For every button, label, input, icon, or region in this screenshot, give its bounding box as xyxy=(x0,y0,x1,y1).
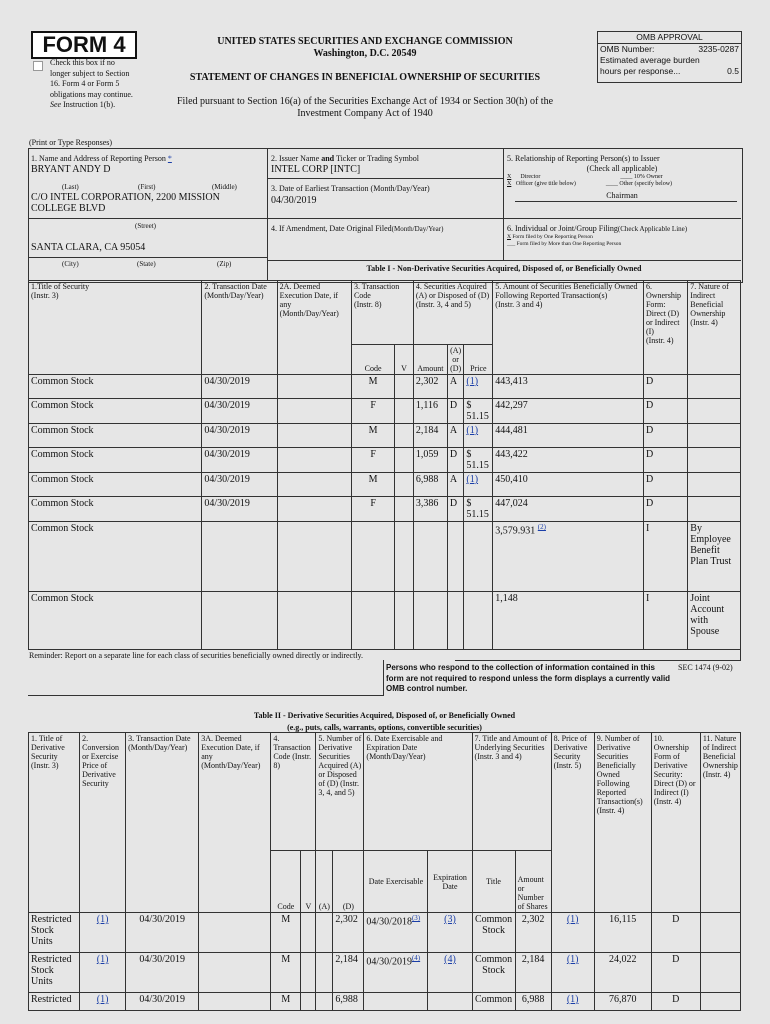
t1-cell-v xyxy=(395,592,414,650)
t2-cell-owned: 76,870 xyxy=(594,993,651,1011)
t1-cell-deemed xyxy=(277,497,351,522)
t2-cell-v xyxy=(301,953,316,993)
t1-cell-price xyxy=(464,522,493,592)
t2-cell-price xyxy=(551,913,594,953)
t2-h-date: 3. Transaction Date (Month/Day/Year) xyxy=(126,733,199,913)
t2-cell-v xyxy=(301,913,316,953)
t1-owned-footnote-link[interactable]: (2) xyxy=(537,523,546,531)
t1-cell-amount: 2,302 xyxy=(413,375,447,399)
t1-cell-date: 04/30/2019 xyxy=(202,473,277,497)
table2-derivative: 1. Title of Derivative Security (Instr. 3) 2. Conversion or Exercise Price of Derivative Security 3. Transaction Date (Month/Day/Year) 3A. Deemed Execution Date, if any (Month/Day/Year) 4. Transaction Code (Instr. 8) 5. Number of Derivative Securities Acquired (A) or Disposed of (D) (Instr. 3, 4, and 5) 6. Date Exercisable and Expiration Date (Month/Day/Year) 7. Title and Amount of Underlying Securities (Instr. 3 and 4) 8. Price of Derivative Security (Instr. 5) 9. Number of Derivative Securities Beneficially Owned Following Reported Transaction(s) (Instr. 4) 10. Ownership Form of Derivative Security: Direct (D) or Indirect (I) (Instr. 4) 11. Nature of Indirect Beneficial Ownership (Instr. 4) Code V (A) (D) Date Exercisable Expiration Date Title Amount or Number of Shares Restricted Stock Units (1) 04/30/2019 M 2,302 04/30/2018$^{(3)}$ (3) Common Stock 2,302 (1) 16,115 D Restricted Stock Units (1) 04/30/2019 M 2,184 04/30/2019$^{(4)}$ (4) Common Stock 2,184 (1) 24,022 D Restricted (1) 04/30/2019 M 6,988 Common 6,988 (1) 76,870 D xyxy=(28,732,741,1011)
t1-h-owned: 5. Amount of Securities Beneficially Owned Following Reported Transaction(s) (Instr. 3 and 4) xyxy=(493,281,644,375)
t1-cell-form: D xyxy=(643,448,687,473)
t2-cell-expiration-footnote-link[interactable]: (4) xyxy=(444,954,456,965)
table1-row xyxy=(29,592,741,650)
t1-cell-date: 04/30/2019 xyxy=(202,497,277,522)
t2-h-underlying: 7. Title and Amount of Underlying Securities (Instr. 3 and 4) xyxy=(472,733,551,851)
reporting-person-city-state: SANTA CLARA, CA 95054 xyxy=(31,242,146,253)
t1-cell-amount: 3,386 xyxy=(413,497,447,522)
t2-cell-d: 2,184 xyxy=(333,953,364,993)
t1-cell-code: M xyxy=(351,375,394,399)
t1-cell-form: D xyxy=(643,497,687,522)
t2-cell-v xyxy=(301,993,316,1011)
t1-cell-owned: 443,422 xyxy=(493,448,644,473)
t2-cell-owned: 16,115 xyxy=(594,913,651,953)
t2-exercisable-footnote-link[interactable]: (3) xyxy=(411,914,421,922)
t1-cell-owned: 450,410 xyxy=(493,473,644,497)
t1-cell-amount xyxy=(413,522,447,592)
t1-cell-code: F xyxy=(351,448,394,473)
t1-cell-code xyxy=(351,522,394,592)
t2-h-owned: 9. Number of Derivative Securities Beneficially Owned Following Reported Transaction(s) (Instr. 4) xyxy=(594,733,651,913)
form-title-box xyxy=(31,31,137,59)
t2-h-form: 10. Ownership Form of Derivative Security: Direct (D) or Indirect (I) (Instr. 4) xyxy=(651,733,700,913)
t1-cell-title: Common Stock xyxy=(29,424,202,448)
statement-title: STATEMENT OF CHANGES IN BENEFICIAL OWNERSHIP OF SECURITIES xyxy=(189,72,541,83)
earliest-date: 04/30/2019 xyxy=(271,195,317,206)
t1-cell-amount: 1,116 xyxy=(413,399,447,424)
t1-cell-v xyxy=(395,473,414,497)
t1-cell-owned: 3,579.931 $^{(2)}$ xyxy=(493,522,644,592)
t2-h-title: 1. Title of Derivative Security (Instr. 3) xyxy=(29,733,80,913)
t1-cell-price xyxy=(464,592,493,650)
t2-cell-conversion-footnote-link[interactable]: (1) xyxy=(96,914,109,925)
table1-row xyxy=(29,399,741,424)
t2-cell-form: D xyxy=(651,953,700,993)
earliest-date-label: 3. Date of Earliest Transaction (Month/Day/Year) xyxy=(271,184,430,193)
t2-cell-conversion xyxy=(80,993,126,1011)
t2-cell-underlying-amount: 2,184 xyxy=(515,953,551,993)
t1-h-code: 3. Transaction Code (Instr. 8) xyxy=(351,281,413,345)
t2-cell-date: 04/30/2019 xyxy=(126,993,199,1011)
t1-cell-form: I xyxy=(643,592,687,650)
t1-cell-ad: D xyxy=(447,448,464,473)
t1-cell-v xyxy=(395,375,414,399)
t2-cell-price-footnote-link[interactable]: (1) xyxy=(566,954,579,965)
t1-cell-deemed xyxy=(277,592,351,650)
relationship-checks: X Director ____ 10% Owner X Officer (give title below) ____ Other (specify below) xyxy=(507,174,673,187)
t1-cell-price xyxy=(464,473,493,497)
t1-cell-price-footnote-link[interactable]: (1) xyxy=(466,474,479,485)
t2-cell-price-footnote-link[interactable]: (1) xyxy=(566,994,579,1005)
form4-page: FORM 4 Check this box if no longer subject to Section 16. Form 4 or Form 5 obligations may continue. See Instruction 1(b). UNITED STATES SECURITIES AND EXCHANGE COMMISSION Washington, D.C. 20549 STATEMENT OF CHANGES IN BENEFICIAL OWNERSHIP OF SECURITIES Filed pursuant to Section 16(a) of the Securities Exchange Act of 1934 or Section 30(h) of the Investment Company Act of 1940 OMB APPROVAL OMB Number: 3235-0287 Estimated average burden hours per response... 0.5 (Print or Type Responses) 1. Name and Address of Reporting Person * BRYANT ANDY D (Last) (First) (Middle) C/O INTEL CORPORATION, 2200 MISSION COLLEGE BLVD (Street) SANTA CLARA, CA 95054 (City) (State) (Zip) 2. Issuer Name and Ticker or Trading Symbol INTEL CORP [INTC] 3. Date of Earliest Transaction (Month/Day/Year) 04/30/2019 4. If Amendment, Date Original Filed(Month/Day/Year) 5. Relationship of Reporting Person(s) to Issuer (Check all applicable) X Director ____ 10% Owner X Officer (give title below) ____ Other (specify below) Chairman 6. Individual or Joint/Group Filing(Check Applicable Line) X Form filed by One Reporting Person ___ Form filed by More than One Reporting Person Table I - Non-Derivative Securities Acquired, Disposed of, or Beneficially Owned 1.Title of Security (Instr. 3) 2. Transaction Date (Month/Day/Year) 2A. Deemed Execution Date, if any (Month/Day/Year) 3. Transaction Code (Instr. 8) 4. Securities Acquired (A) or Disposed of (D) (Instr. 3, 4 and 5) 5. Amount of Securities Beneficially Owned Following Reported Transaction(s) (Instr. 3 and 4) 6. Ownership Form: Direct (D) or Indirect (I) (Instr. 4) 7. Nature of Indirect Beneficial Ownership (Instr. 4) Code V Amount (A) or (D) Price Common Stock 04/30/2019 M 2,302 A (1) 443,413 D Common Stock 04/30/2019 F 1,116 D $ 51.15 442,297 D Common Stock 04/30/2019 M 2,184 A (1) 444,481 D Common Stock 04/30/2019 F 1,059 D $ 51.15 443,422 D Common Stock 04/30/2019 M 6,988 A (1) 450,410 D Common Stock 04/30/2019 F 3,386 D $ 51.15 447,024 D Common Stock 3,579.931 $^{(2)}$ I By Employee Benefit Plan Trust Common Stock 1,148 I Joint Account with Spouse Reminder: Report on a separate line for each class of securities beneficially owned directly or indirectly. Persons who respond to the collection of information contained in this form are not required to respond unless the form displays a currently valid OMB control number. SEC 1474 (9-02) Table II - Derivative Securities Acquired, Disposed of, or Beneficially Owned (e.g., puts, calls, warrants, options, convertible securities) 1. Title of Derivative Security (Instr. 3) 2. Conversion or Exercise Price of Derivative Security 3. Transaction Date (Month/Day/Year) 3A. Deemed Execution Date, if any (Month/Day/Year) 4. Transaction Code (Instr. 8) 5. Number of Derivative Securities Acquired (A) or Disposed of (D) (Instr. 3, 4, and 5) 6. Date Exercisable and Expiration Date (Month/Day/Year) 7. Title and Amount of Underlying Securities (Instr. 3 and 4) 8. Price of Derivative Security (Instr. 5) 9. Number of Derivative Securities Beneficially Owned Following Reported Transaction(s) (Instr. 4) 10. Ownership Form of Derivative Security: Direct (D) or Indirect (I) (Instr. 4) 11. Nature of Indirect Beneficial Ownership (Instr. 4) Code V (A) (D) Date Exercisable Expiration Date Title Amount or Number of Shares Restricted Stock Units (1) 04/30/2019 M 2,302 04/30/2018$^{(3)}$ (3) Common Stock 2,302 (1) 16,115 D Restricted Stock Units (1) 04/30/2019 M 2,184 04/30/2019$^{(4)}$ (4) Common Stock 2,184 (1) 24,022 D Restricted (1) 04/30/2019 M 6,988 Common 6,988 (1) 76,870 D xyxy=(0,0,770,1024)
print-type-note: (Print or Type Responses) xyxy=(29,138,113,147)
t1-cell-date: 04/30/2019 xyxy=(202,424,277,448)
t2-h-price: 8. Price of Derivative Security (Instr. 5) xyxy=(551,733,594,913)
officer-title: Chairman xyxy=(606,191,638,200)
t1-cell-v xyxy=(395,424,414,448)
t1-cell-ad xyxy=(447,592,464,650)
group-filing-options: X Form filed by One Reporting Person ___ Form filed by More than One Reporting Person xyxy=(507,234,622,247)
t1-h-nature: 7. Nature of Indirect Beneficial Ownership (Instr. 4) xyxy=(688,281,741,375)
omb-approval-title: OMB APPROVAL xyxy=(598,32,741,44)
t2-cell-underlying-amount: 6,988 xyxy=(515,993,551,1011)
t1-cell-price xyxy=(464,424,493,448)
t2-cell-underlying-title: Common xyxy=(472,993,515,1011)
t1-cell-deemed xyxy=(277,399,351,424)
table2-row xyxy=(29,993,741,1011)
t1-cell-title: Common Stock xyxy=(29,522,202,592)
t1-h-deemed: 2A. Deemed Execution Date, if any (Month/Day/Year) xyxy=(277,281,351,375)
t2-cell-underlying-title: Common Stock xyxy=(472,953,515,993)
issuer-label: 2. Issuer Name and Ticker or Trading Symbol xyxy=(271,154,420,163)
omb-approval-box xyxy=(597,31,742,83)
t2-cell-conversion xyxy=(80,913,126,953)
t1-cell-v xyxy=(395,399,414,424)
t1-cell-price xyxy=(464,375,493,399)
t1-cell-price-footnote-link[interactable]: (1) xyxy=(466,425,479,436)
t2-h-nature: 11. Nature of Indirect Beneficial Ownership (Instr. 4) xyxy=(700,733,740,913)
t1-cell-date: 04/30/2019 xyxy=(202,448,277,473)
table2-row xyxy=(29,953,741,993)
t2-cell-conversion-footnote-link[interactable]: (1) xyxy=(96,954,109,965)
t1-cell-v xyxy=(395,448,414,473)
t1-h-date: 2. Transaction Date (Month/Day/Year) xyxy=(202,281,277,375)
t2-cell-expiration xyxy=(428,913,472,953)
t1-cell-nature xyxy=(688,448,741,473)
t1-h-title: 1.Title of Security (Instr. 3) xyxy=(29,281,202,375)
t2-cell-a xyxy=(316,953,333,993)
t1-cell-owned: 447,024 xyxy=(493,497,644,522)
t1-cell-date xyxy=(202,592,277,650)
director-check[interactable]: X xyxy=(507,174,512,180)
t1-cell-owned: 444,481 xyxy=(493,424,644,448)
reporting-person-name: BRYANT ANDY D xyxy=(31,164,111,175)
t1-cell-price: $ 51.15 xyxy=(464,497,493,522)
table1-title: Table I - Non-Derivative Securities Acquired, Disposed of, or Beneficially Owned xyxy=(366,264,642,273)
t1-cell-v xyxy=(395,522,414,592)
t1-cell-deemed xyxy=(277,375,351,399)
t1-cell-ad: A xyxy=(447,473,464,497)
t1-cell-nature xyxy=(688,375,741,399)
persons-notice: Persons who respond to the collection of information contained in this form are not required to respond unless the form displays a currently valid OMB control number. xyxy=(386,663,671,693)
t1-cell-code: F xyxy=(351,497,394,522)
officer-check[interactable]: X xyxy=(507,181,512,187)
t2-h-conversion: 2. Conversion or Exercise Price of Derivative Security xyxy=(80,733,126,913)
t2-cell-nature xyxy=(700,993,740,1011)
t2-cell-a xyxy=(316,913,333,953)
t1-cell-deemed xyxy=(277,522,351,592)
t2-cell-exercisable: 04/30/2018$^{(3)}$ xyxy=(364,913,428,953)
reminder-note: Reminder: Report on a separate line for each class of securities beneficially owned directly or indirectly. xyxy=(29,651,364,660)
t2-cell-d: 2,302 xyxy=(333,913,364,953)
t2-h-deemed: 3A. Deemed Execution Date, if any (Month/Day/Year) xyxy=(199,733,271,913)
t1-cell-deemed xyxy=(277,473,351,497)
t2-cell-deemed xyxy=(199,993,271,1011)
t1-h-form: 6. Ownership Form: Direct (D) or Indirect (I) (Instr. 4) xyxy=(643,281,687,375)
t1-cell-deemed xyxy=(277,424,351,448)
t2-cell-nature xyxy=(700,953,740,993)
t1-cell-form: D xyxy=(643,473,687,497)
sec-form-code: SEC 1474 (9-02) xyxy=(678,663,733,672)
table1-row xyxy=(29,424,741,448)
table1-row xyxy=(29,448,741,473)
t1-cell-title: Common Stock xyxy=(29,497,202,522)
t1-cell-date: 04/30/2019 xyxy=(202,375,277,399)
reporting-person-address: C/O INTEL CORPORATION, 2200 MISSION COLLEGE BLVD xyxy=(31,192,220,214)
t2-cell-form: D xyxy=(651,993,700,1011)
t1-cell-v xyxy=(395,497,414,522)
t2-cell-expiration-footnote-link[interactable]: (3) xyxy=(444,914,456,925)
t1-cell-amount: 2,184 xyxy=(413,424,447,448)
t1-cell-price: $ 51.15 xyxy=(464,448,493,473)
t2-cell-exercisable xyxy=(364,993,428,1011)
checkbox-description: Check this box if no longer subject to Section 16. Form 4 or Form 5 obligations may continue. See Instruction 1(b). xyxy=(50,58,133,109)
t1-cell-nature: Joint Account with Spouse xyxy=(688,592,741,650)
t2-cell-exercisable: 04/30/2019$^{(4)}$ xyxy=(364,953,428,993)
t2-cell-code: M xyxy=(271,993,301,1011)
omb-hours-row: hours per response... 0.5 xyxy=(600,66,739,76)
table2-title: Table II - Derivative Securities Acquired, Disposed of, or Beneficially Owned xyxy=(253,711,516,720)
table2-row xyxy=(29,913,741,953)
t1-cell-code: M xyxy=(351,473,394,497)
t2-cell-form: D xyxy=(651,913,700,953)
t1-cell-amount xyxy=(413,592,447,650)
relationship-label: 5. Relationship of Reporting Person(s) to Issuer xyxy=(507,154,660,163)
omb-number-row: OMB Number: 3235-0287 xyxy=(600,44,739,54)
omb-number: 3235-0287 xyxy=(698,44,739,54)
t2-cell-price xyxy=(551,993,594,1011)
t1-cell-form: D xyxy=(643,375,687,399)
issuer-name: INTEL CORP [INTC] xyxy=(271,164,361,175)
t1-cell-ad: A xyxy=(447,375,464,399)
t1-cell-date xyxy=(202,522,277,592)
t1-cell-title: Common Stock xyxy=(29,399,202,424)
filed-pursuant-line2: Investment Company Act of 1940 xyxy=(297,108,433,119)
t1-cell-amount: 1,059 xyxy=(413,448,447,473)
t2-cell-title: Restricted Stock Units xyxy=(29,953,80,993)
t2-cell-underlying-title: Common Stock xyxy=(472,913,515,953)
t1-cell-ad: D xyxy=(447,497,464,522)
t1-cell-nature xyxy=(688,497,741,522)
t1-cell-title: Common Stock xyxy=(29,375,202,399)
table1-row xyxy=(29,375,741,399)
t2-cell-expiration xyxy=(428,993,472,1011)
table2-subtitle: (e.g., puts, calls, warrants, options, convertible securities) xyxy=(287,723,482,732)
t1-cell-nature xyxy=(688,473,741,497)
agency-name: UNITED STATES SECURITIES AND EXCHANGE COMMISSION xyxy=(217,36,513,47)
t2-cell-deemed xyxy=(199,953,271,993)
reporting-person-label: 1. Name and Address of Reporting Person * xyxy=(31,154,172,163)
t2-cell-nature xyxy=(700,913,740,953)
t1-cell-form: D xyxy=(643,424,687,448)
t1-cell-nature xyxy=(688,424,741,448)
t1-cell-owned: 1,148 xyxy=(493,592,644,650)
t1-cell-price: $ 51.15 xyxy=(464,399,493,424)
t1-cell-ad xyxy=(447,522,464,592)
t2-cell-date: 04/30/2019 xyxy=(126,953,199,993)
t1-cell-nature: By Employee Benefit Plan Trust xyxy=(688,522,741,592)
omb-hours: 0.5 xyxy=(727,66,739,76)
t1-cell-title: Common Stock xyxy=(29,592,202,650)
t2-cell-expiration xyxy=(428,953,472,993)
t2-cell-owned: 24,022 xyxy=(594,953,651,993)
table1-row xyxy=(29,497,741,522)
t1-cell-ad: A xyxy=(447,424,464,448)
table1-row xyxy=(29,522,741,592)
one-person-check[interactable]: X xyxy=(507,234,511,240)
table1-non-derivative: 1.Title of Security (Instr. 3) 2. Transaction Date (Month/Day/Year) 2A. Deemed Execution Date, if any (Month/Day/Year) 3. Transaction Code (Instr. 8) 4. Securities Acquired (A) or Disposed of (D) (Instr. 3, 4 and 5) 5. Amount of Securities Beneficially Owned Following Reported Transaction(s) (Instr. 3 and 4) 6. Ownership Form: Direct (D) or Indirect (I) (Instr. 4) 7. Nature of Indirect Beneficial Ownership (Instr. 4) Code V Amount (A) or (D) Price Common Stock 04/30/2019 M 2,302 A (1) 443,413 D Common Stock 04/30/2019 F 1,116 D $ 51.15 442,297 D Common Stock 04/30/2019 M 2,184 A (1) 444,481 D Common Stock 04/30/2019 F 1,059 D $ 51.15 443,422 D Common Stock 04/30/2019 M 6,988 A (1) 450,410 D Common Stock 04/30/2019 F 3,386 D $ 51.15 447,024 D Common Stock 3,579.931 $^{(2)}$ I By Employee Benefit Plan Trust Common Stock 1,148 I Joint Account with Spouse xyxy=(28,280,741,650)
filed-pursuant-line1: Filed pursuant to Section 16(a) of the Securities Exchange Act of 1934 or Section 30(h) of the xyxy=(176,96,554,107)
t1-cell-code: F xyxy=(351,399,394,424)
t2-cell-conversion-footnote-link[interactable]: (1) xyxy=(96,994,109,1005)
t2-cell-price xyxy=(551,953,594,993)
t2-h-exercisable: 6. Date Exercisable and Expiration Date (Month/Day/Year) xyxy=(364,733,472,851)
t2-cell-conversion xyxy=(80,953,126,993)
t2-cell-date: 04/30/2019 xyxy=(126,913,199,953)
t2-cell-title: Restricted Stock Units xyxy=(29,913,80,953)
t1-cell-price-footnote-link[interactable]: (1) xyxy=(466,376,479,387)
t1-cell-code xyxy=(351,592,394,650)
t1-cell-nature xyxy=(688,399,741,424)
t1-cell-code: M xyxy=(351,424,394,448)
t2-cell-price-footnote-link[interactable]: (1) xyxy=(566,914,579,925)
t1-cell-amount: 6,988 xyxy=(413,473,447,497)
t2-h-code: 4. Transaction Code (Instr. 8) xyxy=(271,733,316,851)
t1-cell-form: I xyxy=(643,522,687,592)
t1-cell-form: D xyxy=(643,399,687,424)
t2-exercisable-footnote-link[interactable]: (4) xyxy=(411,954,421,962)
t2-cell-code: M xyxy=(271,913,301,953)
reporting-person-footnote-link[interactable]: * xyxy=(167,154,172,163)
t2-cell-deemed xyxy=(199,913,271,953)
t2-cell-code: M xyxy=(271,953,301,993)
t1-h-acquired: 4. Securities Acquired (A) or Disposed of (D) (Instr. 3, 4 and 5) xyxy=(413,281,492,345)
t1-cell-title: Common Stock xyxy=(29,448,202,473)
t2-cell-title: Restricted xyxy=(29,993,80,1011)
group-filing-label: 6. Individual or Joint/Group Filing(Check Applicable Line) xyxy=(507,224,688,233)
agency-city: Washington, D.C. 20549 xyxy=(313,48,417,59)
form-title: FORM 4 xyxy=(42,32,126,57)
table1-row xyxy=(29,473,741,497)
t1-cell-ad: D xyxy=(447,399,464,424)
t1-cell-owned: 442,297 xyxy=(493,399,644,424)
omb-burden: Estimated average burden xyxy=(600,55,700,65)
t2-cell-d: 6,988 xyxy=(333,993,364,1011)
t2-h-number: 5. Number of Derivative Securities Acquired (A) or Disposed of (D) (Instr. 3, 4, and 5) xyxy=(316,733,364,851)
t1-cell-deemed xyxy=(277,448,351,473)
t1-cell-title: Common Stock xyxy=(29,473,202,497)
no-longer-subject-checkbox[interactable] xyxy=(33,61,43,71)
t2-cell-underlying-amount: 2,302 xyxy=(515,913,551,953)
t1-cell-owned: 443,413 xyxy=(493,375,644,399)
amendment-label: 4. If Amendment, Date Original Filed(Month/Day/Year) xyxy=(271,224,444,233)
t2-cell-a xyxy=(316,993,333,1011)
t1-cell-date: 04/30/2019 xyxy=(202,399,277,424)
